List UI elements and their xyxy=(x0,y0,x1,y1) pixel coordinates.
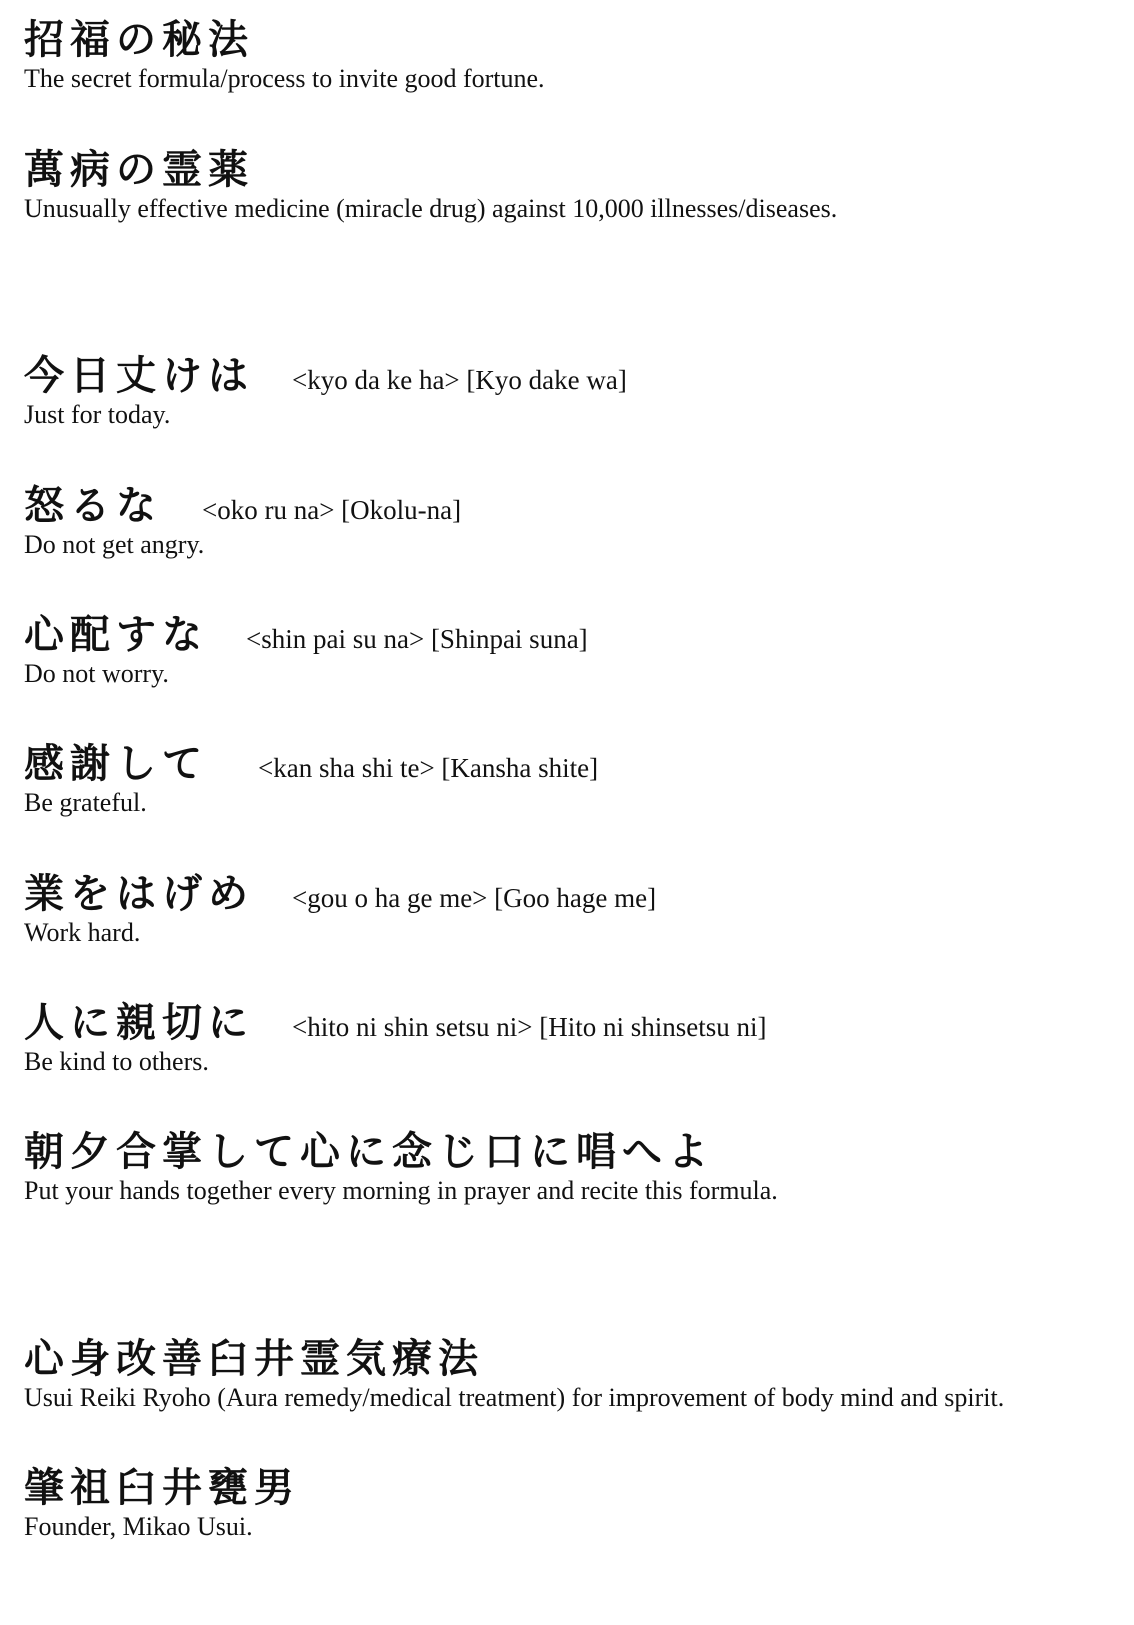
precept-block xyxy=(24,611,1114,689)
title-block xyxy=(24,16,545,94)
english-translation: Usui Reiki Ryoho (Aura remedy/medical treatment) for improvement of body mind and spirit. xyxy=(24,1383,1005,1412)
english-translation: Do not get angry. xyxy=(24,530,205,559)
romanization: <kan sha shi te> [Kansha shite] xyxy=(258,753,599,783)
precept-block xyxy=(24,482,1114,560)
japanese-heading: 感謝して xyxy=(24,740,208,787)
english-translation: Be kind to others. xyxy=(24,1047,209,1076)
method-title-block xyxy=(24,1335,1004,1413)
romanization: <hito ni shin setsu ni> [Hito ni shinsetsu ni] xyxy=(292,1012,767,1042)
english-translation: Unusually effective medicine (miracle drug) against 10,000 illnesses/diseases. xyxy=(24,194,838,223)
japanese-heading: 業をはげめ xyxy=(24,870,254,917)
english-translation: Work hard. xyxy=(24,918,141,947)
japanese-heading: 今日丈けは xyxy=(24,352,254,399)
romanization: <gou o ha ge me> [Goo hage me] xyxy=(292,883,657,913)
romanization: <kyo da ke ha> [Kyo dake wa] xyxy=(292,365,627,395)
english-translation: Founder, Mikao Usui. xyxy=(24,1512,253,1541)
precept-block xyxy=(24,870,1114,948)
english-translation: Just for today. xyxy=(24,400,171,429)
founder-block xyxy=(24,1464,300,1542)
romanization: <shin pai su na> [Shinpai suna] xyxy=(246,624,588,654)
english-translation: The secret formula/process to invite good fortune. xyxy=(24,64,545,93)
japanese-heading: 朝夕合掌して心に念じ口に唱へよ xyxy=(24,1128,714,1175)
precept-block xyxy=(24,999,1114,1077)
japanese-heading: 萬病の霊薬 xyxy=(24,146,254,193)
english-translation: Do not worry. xyxy=(24,659,169,688)
english-translation: Put your hands together every morning in prayer and recite this formula. xyxy=(24,1176,778,1205)
japanese-heading: 招福の秘法 xyxy=(24,16,254,63)
japanese-heading: 怒るな xyxy=(24,482,162,529)
precept-block xyxy=(24,352,1114,430)
subtitle-block xyxy=(24,146,837,224)
instruction-block xyxy=(24,1128,778,1206)
japanese-heading: 人に親切に xyxy=(24,999,254,1046)
precept-block xyxy=(24,740,1114,818)
romanization: <oko ru na> [Okolu-na] xyxy=(202,495,462,525)
japanese-heading: 心配すな xyxy=(24,611,208,658)
japanese-heading: 心身改善臼井霊気療法 xyxy=(24,1335,484,1382)
english-translation: Be grateful. xyxy=(24,788,147,817)
japanese-heading: 肇祖臼井甕男 xyxy=(24,1464,300,1511)
